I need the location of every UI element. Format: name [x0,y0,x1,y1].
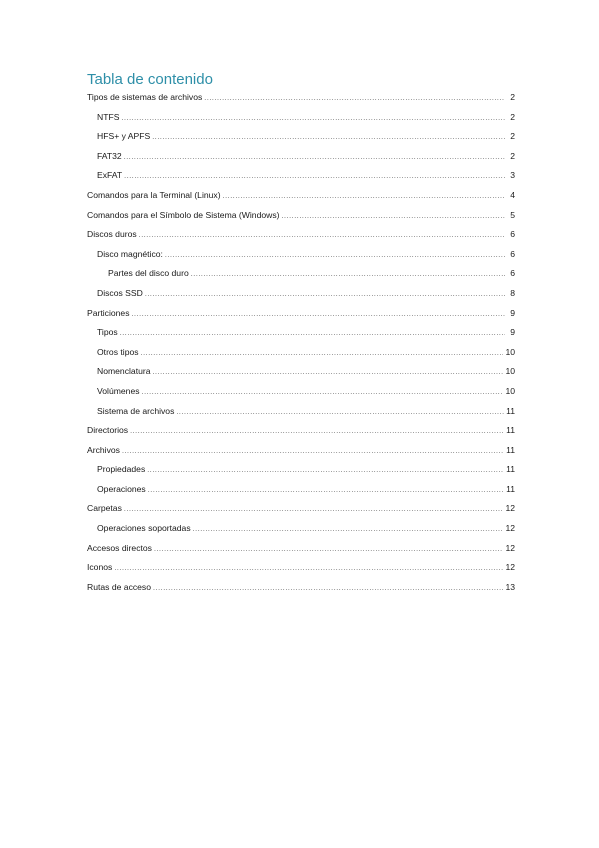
toc-entry[interactable] [87,386,515,406]
toc-entry[interactable] [87,327,515,347]
toc-entry-label: Propiedades [97,464,146,475]
toc-entry-label: Rutas de acceso [87,581,152,592]
toc-entry-page: 13 [505,581,515,592]
toc-entry-page: 12 [505,562,515,573]
toc-entry-page: 11 [506,483,515,494]
toc-entry-label: Comandos para el Símbolo de Sistema (Windows) [87,209,280,220]
toc-entry[interactable] [87,425,515,445]
dot-leader [154,546,503,553]
toc-entry-page: 10 [505,385,515,396]
toc-entry[interactable] [87,151,515,171]
dot-leader [147,467,504,474]
dot-leader [114,565,503,572]
dot-leader [223,193,505,200]
toc-entry-page: 2 [510,131,515,142]
dot-leader [122,448,504,455]
toc-entry-page: 10 [505,366,515,377]
toc-entry-label: Iconos [87,562,113,573]
dot-leader [148,487,504,494]
toc-entry[interactable] [87,92,515,112]
toc-entry-page: 6 [510,248,515,259]
toc-entry[interactable] [87,229,515,249]
toc-entry[interactable] [87,406,515,426]
toc-entry-page: 11 [506,464,515,475]
toc-entry-page: 6 [510,229,515,240]
dot-leader [124,154,505,161]
toc-entry-label: Disco magnético: [97,248,163,259]
toc-entry[interactable] [87,582,515,602]
toc-entry-page: 3 [510,170,515,181]
toc-entry-label: NTFS [97,111,120,122]
toc-entry[interactable] [87,112,515,132]
dot-leader [141,350,504,357]
toc-entry-label: Particiones [87,307,130,318]
toc-entry-page: 11 [506,444,515,455]
dot-leader [145,291,505,298]
toc-entry[interactable] [87,268,515,288]
toc-entry-page: 12 [505,523,515,534]
toc-entry-label: Comandos para la Terminal (Linux) [87,189,221,200]
toc-entry-label: Discos SSD [97,287,143,298]
toc-entry-page: 9 [510,307,515,318]
toc-entry-page: 9 [510,327,515,338]
toc-entry[interactable] [87,308,515,328]
toc-entry[interactable] [87,445,515,465]
toc-entry-label: Tipos [97,327,118,338]
toc-entry[interactable] [87,249,515,269]
toc-entry-page: 12 [505,503,515,514]
toc-entry-page: 2 [510,92,515,102]
dot-leader [130,428,504,435]
dot-leader [139,232,505,239]
toc-entry-label: ExFAT [97,170,123,181]
toc-entry[interactable] [87,170,515,190]
table-of-contents [87,92,515,601]
toc-entry-label: Otros tipos [97,346,139,357]
toc-entry[interactable] [87,523,515,543]
toc-entry[interactable] [87,562,515,582]
dot-leader [191,271,505,278]
dot-leader [152,134,505,141]
toc-entry-page: 2 [510,111,515,122]
toc-entry-label: Nomenclatura [97,366,151,377]
toc-entry-label: Sistema de archivos [97,405,175,416]
toc-entry-page: 2 [510,150,515,161]
toc-entry-page: 6 [510,268,515,279]
toc-entry[interactable] [87,503,515,523]
toc-entry-label: Volúmenes [97,385,140,396]
toc-entry[interactable] [87,484,515,504]
dot-leader [176,409,504,416]
toc-entry-label: Directorios [87,425,129,436]
toc-entry-page: 10 [505,346,515,357]
toc-entry[interactable] [87,347,515,367]
dot-leader [120,330,505,337]
toc-entry-label: Operaciones [97,483,146,494]
toc-entry-label: Tipos de sistemas de archivos [87,92,203,102]
dot-leader [121,115,505,122]
dot-leader [153,369,504,376]
toc-entry-label: FAT32 [97,150,122,161]
toc-entry[interactable] [87,543,515,563]
toc-entry[interactable] [87,210,515,230]
toc-entry-label: Partes del disco duro [108,268,189,279]
toc-entry[interactable] [87,288,515,308]
toc-entry-label: HFS+ y APFS [97,131,151,142]
toc-entry-page: 11 [506,405,515,416]
dot-leader [193,526,504,533]
toc-title: Tabla de contenido [87,71,213,88]
toc-entry[interactable] [87,131,515,151]
dot-leader [142,389,504,396]
dot-leader [153,585,503,592]
toc-entry-label: Operaciones soportadas [97,523,191,534]
toc-entry-page: 5 [510,209,515,220]
toc-entry-label: Carpetas [87,503,122,514]
dot-leader [124,173,505,180]
dot-leader [124,506,504,513]
toc-entry-page: 4 [510,189,515,200]
toc-entry-page: 12 [505,542,515,553]
dot-leader [132,311,505,318]
toc-entry[interactable] [87,366,515,386]
toc-entry-label: Discos duros [87,229,137,240]
toc-entry-page: 11 [506,425,515,436]
toc-entry-page: 8 [510,287,515,298]
toc-entry[interactable] [87,464,515,484]
toc-entry-label: Accesos directos [87,542,152,553]
dot-leader [204,95,505,102]
dot-leader [282,213,506,220]
toc-entry[interactable] [87,190,515,210]
dot-leader [165,252,505,259]
toc-entry-label: Archivos [87,444,120,455]
